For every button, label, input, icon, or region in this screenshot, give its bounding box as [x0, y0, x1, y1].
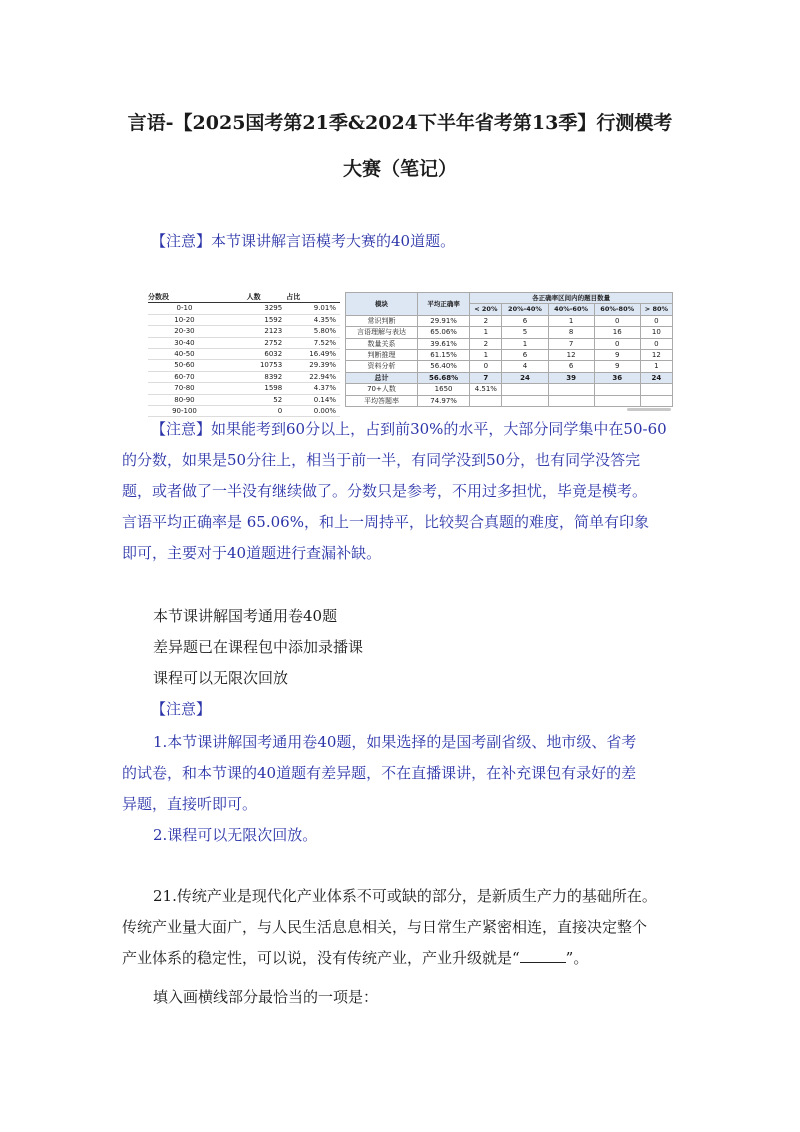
count-40-60: 8	[548, 327, 594, 338]
count-20-40: 6	[502, 350, 548, 361]
module-col-module: 模块	[346, 293, 418, 316]
total-count-lt20: 7	[470, 372, 502, 383]
module-row	[346, 338, 673, 349]
module-name: 常识判断	[346, 315, 418, 326]
count-40-60: 1	[548, 315, 594, 326]
module-name: 言语理解与表达	[346, 327, 418, 338]
note-2-line-4: 言语平均正确率是 65.06%，和上一周持平，比较契合真题的难度，简单有印象	[122, 513, 649, 531]
score-count: 1598	[221, 383, 286, 394]
score-ratio: 22.94%	[286, 371, 340, 382]
count-20-40: 4	[502, 361, 548, 372]
score-row	[148, 314, 340, 325]
count-lt20: 1	[470, 350, 502, 361]
title-line-2: 大赛（笔记）	[342, 158, 457, 180]
empty-cell	[640, 384, 672, 395]
note-3-item1-line-3: 异题，直接听即可。	[122, 795, 258, 813]
answer-blank	[520, 948, 566, 963]
note-3-item1-line-1: 1.本节课讲解国考通用卷40题，如果选择的是国考副省级、地市级、省考	[153, 733, 637, 751]
score-count: 2123	[221, 326, 286, 337]
range-lt20: < 20%	[470, 304, 502, 315]
range-40-60: 40%-60%	[548, 304, 594, 315]
count-gt80: 12	[640, 350, 672, 361]
module-extra-row	[346, 395, 673, 406]
module-row	[346, 315, 673, 326]
score-count: 2752	[221, 337, 286, 348]
score-range: 40-50	[148, 349, 221, 360]
plain-line-3: 课程可以无限次回放	[153, 669, 289, 687]
score-ratio: 4.35%	[286, 314, 340, 325]
score-distribution-table	[148, 292, 340, 417]
count-60-80: 0	[594, 315, 640, 326]
score-col-count: 人数	[221, 292, 286, 303]
empty-cell	[594, 384, 640, 395]
module-col-avg: 平均正确率	[417, 293, 469, 316]
range-gt80: > 80%	[640, 304, 672, 315]
score-range: 0-10	[148, 303, 221, 314]
score-range: 50-60	[148, 360, 221, 371]
extra-value: 1650	[417, 384, 469, 395]
score-range: 20-30	[148, 326, 221, 337]
count-gt80: 1	[640, 361, 672, 372]
q21-line-3-post: ”。	[565, 949, 589, 967]
extra-ratio: 4.51%	[470, 384, 502, 395]
page-title	[100, 100, 700, 192]
score-row	[148, 371, 340, 382]
module-avg: 56.40%	[417, 361, 469, 372]
module-row	[346, 327, 673, 338]
score-ratio: 0.00%	[286, 406, 340, 417]
score-ratio: 7.52%	[286, 337, 340, 348]
score-table-header	[148, 292, 340, 303]
extra-value: 74.97%	[417, 395, 469, 406]
table-scrollbar[interactable]	[627, 408, 671, 411]
q21-line-3-pre: 产业体系的稳定性，可以说，没有传统产业，产业升级就是“	[122, 949, 520, 967]
module-name: 资料分析	[346, 361, 418, 372]
total-module-name: 总计	[346, 372, 418, 383]
score-row	[148, 326, 340, 337]
count-20-40: 1	[502, 338, 548, 349]
score-col-ratio: 占比	[286, 292, 340, 303]
count-40-60: 12	[548, 350, 594, 361]
module-avg: 29.91%	[417, 315, 469, 326]
q21-prompt: 填入画横线部分最恰当的一项是：	[153, 988, 379, 1006]
score-count: 3295	[221, 303, 286, 314]
count-20-40: 6	[502, 315, 548, 326]
score-ratio: 4.37%	[286, 383, 340, 394]
plain-line-1: 本节课讲解国考通用卷40题	[153, 607, 338, 625]
score-row	[148, 383, 340, 394]
score-count: 10753	[221, 360, 286, 371]
score-range: 80-90	[148, 394, 221, 405]
note-3-item2: 2.课程可以无限次回放。	[153, 826, 318, 844]
score-col-range: 分数段	[148, 292, 221, 303]
score-range: 90-100	[148, 406, 221, 417]
empty-cell	[548, 384, 594, 395]
score-count: 8392	[221, 371, 286, 382]
range-60-80: 60%-80%	[594, 304, 640, 315]
empty-cell	[502, 395, 548, 406]
score-row	[148, 337, 340, 348]
range-20-40: 20%-40%	[502, 304, 548, 315]
count-gt80: 0	[640, 338, 672, 349]
module-accuracy-table	[345, 292, 673, 407]
module-col-group: 各正确率区间内的题目数量	[470, 293, 673, 304]
count-gt80: 10	[640, 327, 672, 338]
count-60-80: 9	[594, 350, 640, 361]
plain-line-2: 差异题已在课程包中添加录播课	[153, 638, 364, 656]
module-avg: 65.06%	[417, 327, 469, 338]
score-row	[148, 303, 340, 314]
count-60-80: 9	[594, 361, 640, 372]
empty-cell	[548, 395, 594, 406]
module-avg: 39.61%	[417, 338, 469, 349]
total-count-20-40: 24	[502, 372, 548, 383]
score-count: 6032	[221, 349, 286, 360]
extra-ratio	[470, 395, 502, 406]
score-range: 10-20	[148, 314, 221, 325]
note-2-line-1: 【注意】如果能考到60分以上，占到前30%的水平，大部分同学集中在50-60	[151, 420, 667, 438]
q21-line-1: 21.传统产业是现代化产业体系不可或缺的部分，是新质生产力的基础所在。	[153, 887, 657, 905]
module-extra-row	[346, 384, 673, 395]
title-line-1: 言语-【2025国考第21季&2024下半年省考第13季】行测模考	[127, 112, 673, 134]
score-ratio: 9.01%	[286, 303, 340, 314]
count-40-60: 6	[548, 361, 594, 372]
q21-line-2: 传统产业量大面广，与人民生活息息相关，与日常生产紧密相连，直接决定整个	[122, 918, 648, 936]
count-60-80: 16	[594, 327, 640, 338]
count-20-40: 5	[502, 327, 548, 338]
score-row	[148, 360, 340, 371]
count-lt20: 2	[470, 315, 502, 326]
note-2-line-3: 题，或者做了一半没有继续做了。分数只是参考，不用过多担忧，毕竟是模考。	[122, 482, 648, 500]
score-range: 60-70	[148, 371, 221, 382]
score-ratio: 16.49%	[286, 349, 340, 360]
score-range: 30-40	[148, 337, 221, 348]
extra-label: 70+人数	[346, 384, 418, 395]
module-name: 判断推理	[346, 350, 418, 361]
total-count-60-80: 36	[594, 372, 640, 383]
empty-cell	[640, 395, 672, 406]
empty-cell	[594, 395, 640, 406]
module-avg: 61.15%	[417, 350, 469, 361]
score-ratio: 5.80%	[286, 326, 340, 337]
count-lt20: 1	[470, 327, 502, 338]
total-module-avg: 56.68%	[417, 372, 469, 383]
total-count-gt80: 24	[640, 372, 672, 383]
note-2-line-2: 的分数，如果是50分往上，相当于前一半，有同学没到50分，也有同学没答完	[122, 451, 641, 469]
module-row	[346, 361, 673, 372]
count-40-60: 7	[548, 338, 594, 349]
note-3-label: 【注意】	[151, 700, 212, 718]
score-count: 1592	[221, 314, 286, 325]
count-lt20: 0	[470, 361, 502, 372]
note-1: 【注意】本节课讲解言语模考大赛的40道题。	[151, 232, 456, 250]
empty-cell	[502, 384, 548, 395]
q21-line-3	[122, 943, 588, 974]
note-2-line-5: 即可，主要对于40道题进行查漏补缺。	[122, 544, 382, 562]
count-60-80: 0	[594, 338, 640, 349]
total-count-40-60: 39	[548, 372, 594, 383]
score-row	[148, 349, 340, 360]
count-lt20: 2	[470, 338, 502, 349]
score-row	[148, 394, 340, 405]
module-row	[346, 350, 673, 361]
score-ratio: 0.14%	[286, 394, 340, 405]
extra-label: 平均答题率	[346, 395, 418, 406]
module-name: 数量关系	[346, 338, 418, 349]
score-count: 0	[221, 406, 286, 417]
score-ratio: 29.39%	[286, 360, 340, 371]
score-range: 70-80	[148, 383, 221, 394]
module-total-row	[346, 372, 673, 383]
score-count: 52	[221, 394, 286, 405]
count-gt80: 0	[640, 315, 672, 326]
note-3-item1-line-2: 的试卷，和本节课的40道题有差异题，不在直播课讲，在补充课包有录好的差	[122, 764, 637, 782]
